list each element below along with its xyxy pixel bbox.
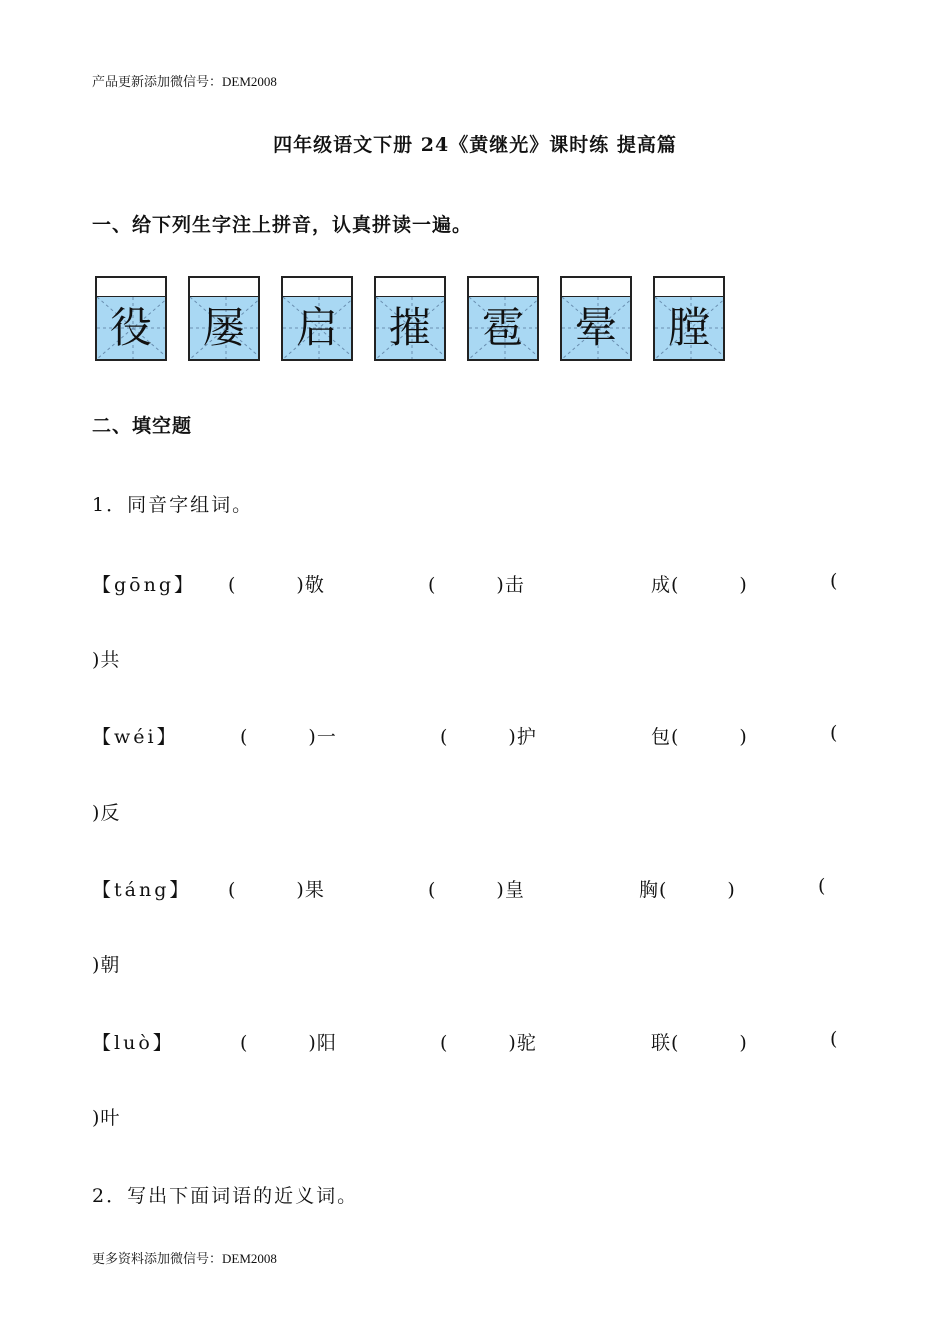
character-glyph: 屡 [202,303,245,352]
pinyin-label-gong: 【gōng】 [92,574,197,596]
page-header: 产品更新添加微信号：DEM2008 [92,74,277,89]
blank-item-tail[interactable]: )朝 [92,954,121,976]
blank-item[interactable]: ( [830,722,839,744]
character-glyph: 役 [109,303,152,352]
blank-item-tail[interactable]: )叶 [92,1107,121,1129]
section-1-heading: 一、给下列生字注上拼音，认真拼读一遍。 [92,214,473,236]
tianzige-cell [376,297,444,359]
character-box[interactable] [374,276,446,361]
pinyin-slot[interactable] [190,278,258,297]
pinyin-label-luo: 【luò】 [92,1032,175,1054]
blank-item[interactable]: ( )护 [440,726,537,748]
blank-item[interactable]: 成( ) [651,574,748,596]
character-glyph: 摧 [388,303,431,352]
question-1-label: 1．同音字组词。 [92,494,254,516]
section-2-heading: 二、填空题 [92,415,193,437]
tianzige-cell [97,297,165,359]
page-title: 四年级语文下册 24《黄继光》课时练 提高篇 [273,134,677,156]
character-box[interactable] [653,276,725,361]
blank-item-tail[interactable]: )共 [92,649,121,671]
character-glyph: 晕 [574,303,617,352]
question-2-label: 2．写出下面词语的近义词。 [92,1185,359,1207]
blank-item[interactable]: ( [818,875,827,897]
character-box[interactable] [281,276,353,361]
blank-item[interactable]: ( )果 [228,879,325,901]
character-box[interactable] [560,276,632,361]
character-box[interactable] [467,276,539,361]
blank-item[interactable]: ( )驼 [440,1032,537,1054]
pinyin-slot[interactable] [376,278,444,297]
blank-item[interactable]: ( )一 [240,726,337,748]
tianzige-cell [469,297,537,359]
character-glyph: 雹 [481,303,524,352]
pinyin-slot[interactable] [97,278,165,297]
blank-item[interactable]: 包( ) [651,726,748,748]
pinyin-slot[interactable] [562,278,630,297]
character-box[interactable] [188,276,260,361]
pinyin-slot[interactable] [469,278,537,297]
blank-item-tail[interactable]: )反 [92,802,121,824]
tianzige-cell [562,297,630,359]
tianzige-cell [190,297,258,359]
blank-item[interactable]: ( )击 [428,574,525,596]
blank-item[interactable]: ( )敬 [228,574,325,596]
character-grid-row [95,276,725,361]
blank-item[interactable]: ( [830,570,839,592]
tianzige-cell [283,297,351,359]
pinyin-label-wei: 【wéi】 [92,726,179,748]
blank-item[interactable]: 联( ) [651,1032,748,1054]
pinyin-slot[interactable] [655,278,723,297]
blank-item[interactable]: ( )阳 [240,1032,337,1054]
pinyin-slot[interactable] [283,278,351,297]
blank-item[interactable]: ( )皇 [428,879,525,901]
tianzige-cell [655,297,723,359]
blank-item[interactable]: ( [830,1028,839,1050]
page-footer: 更多资料添加微信号：DEM2008 [92,1251,277,1266]
blank-item[interactable]: 胸( ) [639,879,736,901]
character-glyph: 膛 [667,303,710,352]
pinyin-label-tang: 【táng】 [92,879,192,901]
character-box[interactable] [95,276,167,361]
character-glyph: 启 [295,303,338,352]
